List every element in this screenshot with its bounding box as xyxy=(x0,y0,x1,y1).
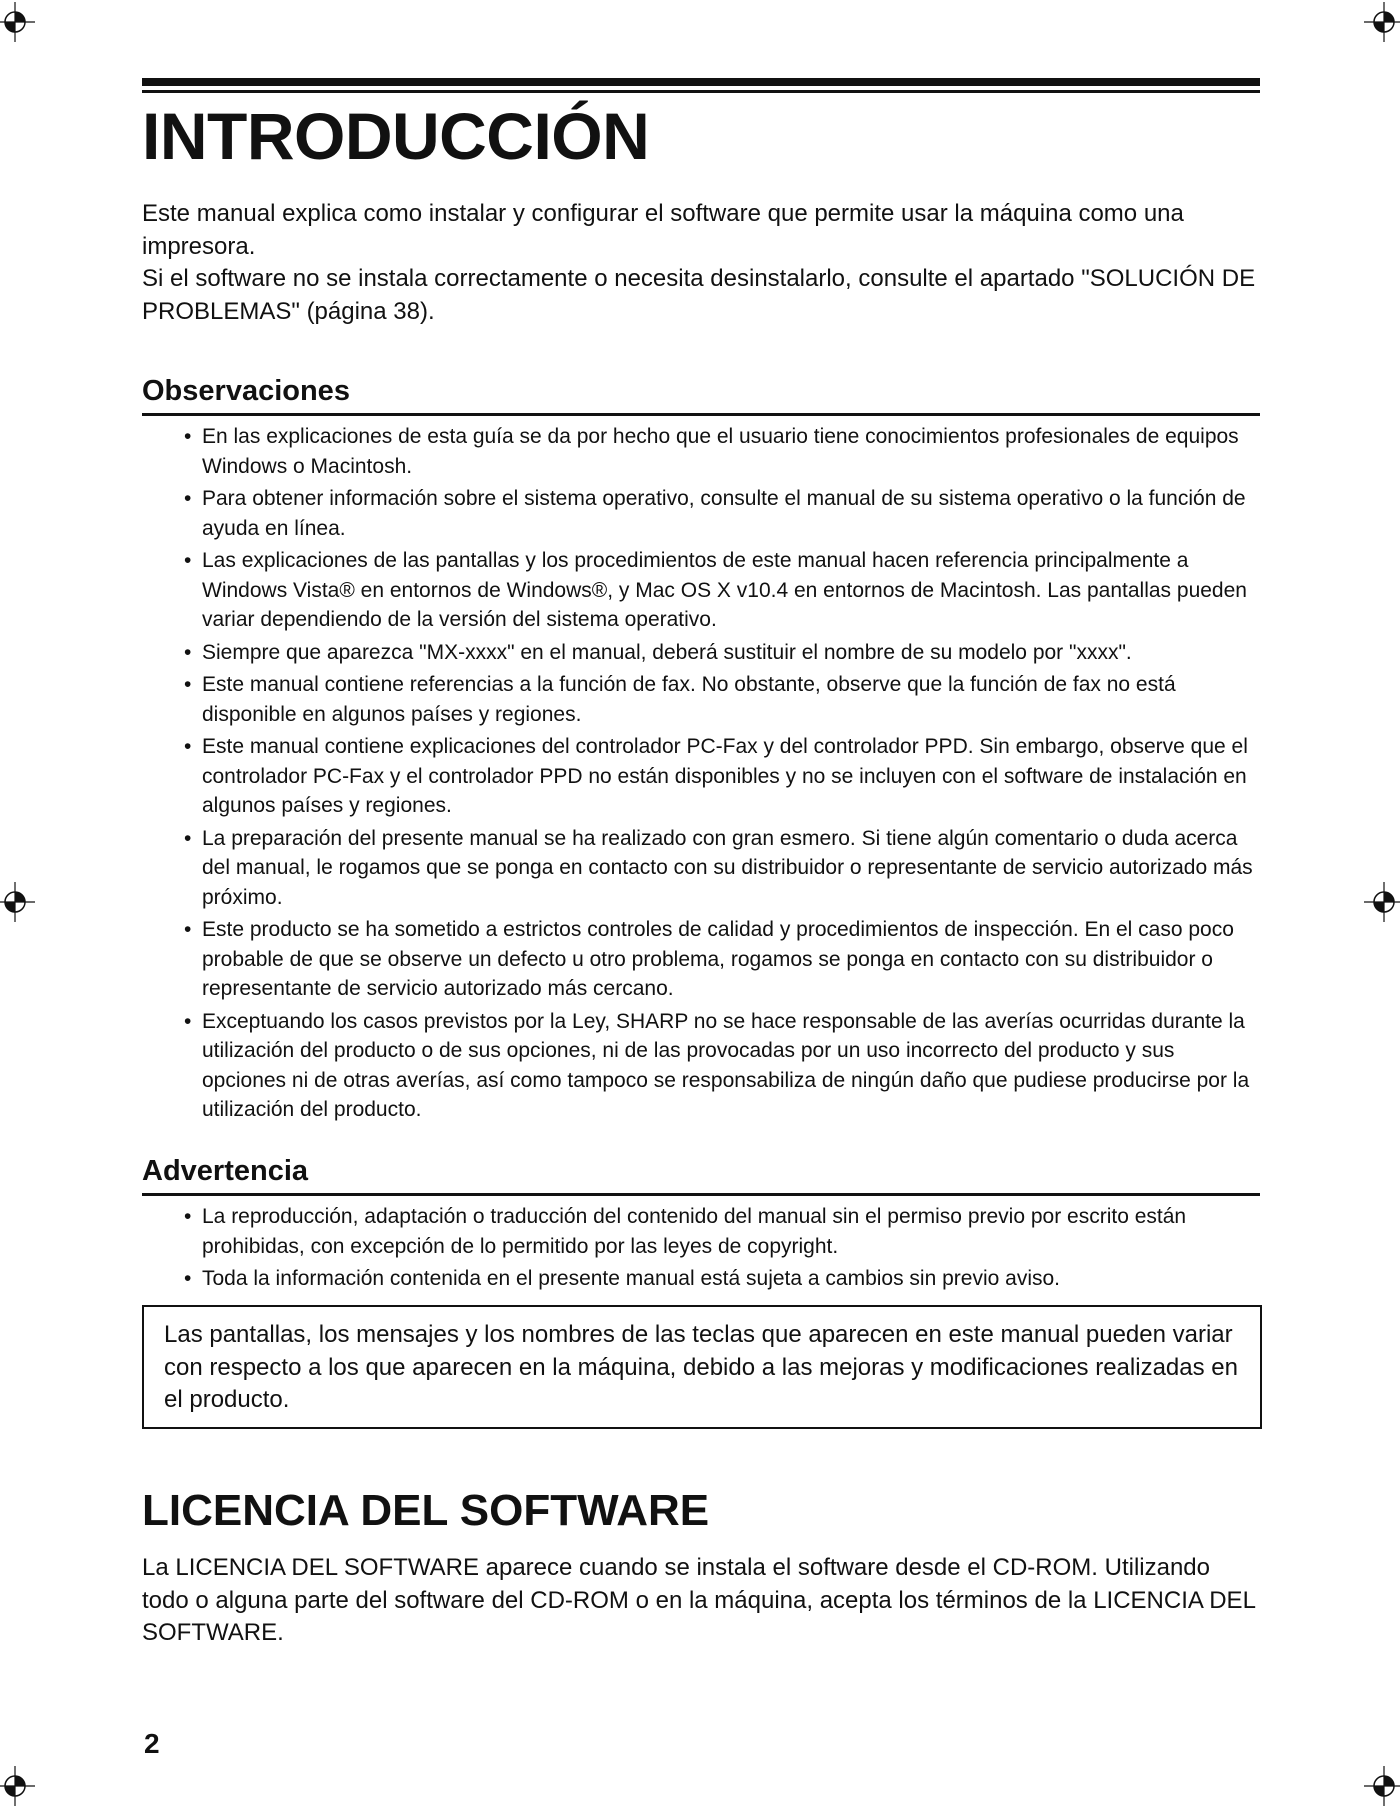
observaciones-list xyxy=(142,422,1260,1125)
intro-paragraph: Si el software no se instala correctamente o necesita desinstalarlo, consulte el apartado "SOLUCIÓN DE PROBLEMAS" (página 38). xyxy=(142,265,1256,325)
note-box: Las pantallas, los mensajes y los nombres de las teclas que aparecen en este manual pueden variar con respecto a los que aparecen en la máquina, debido a las mejoras y modificaciones realizadas en el producto. xyxy=(142,1305,1262,1429)
bullet: • xyxy=(184,826,192,850)
bullet: • xyxy=(184,487,192,510)
list-item: • Este manual contiene referencias a la función de fax. No obstante, observe que la función de fax no está disponible en algunos países y regiones. xyxy=(184,670,1260,729)
advertencia-list xyxy=(142,1202,1260,1294)
registration-mark-icon xyxy=(0,1766,35,1806)
list-item: • Para obtener información sobre el sistema operativo, consulte el manual de su sistema operativo o la función de ayuda en línea. xyxy=(184,484,1260,543)
list-item: • La reproducción, adaptación o traducción del contenido del manual sin el permiso previo por escrito están prohibidas, con excepción de lo permitido por las leyes de copyright. xyxy=(184,1202,1260,1261)
list-item: • Toda la información contenida en el presente manual está sujeta a cambios sin previo aviso. xyxy=(184,1264,1260,1294)
section-heading: Observaciones xyxy=(142,373,1260,416)
registration-mark-icon xyxy=(1364,882,1400,922)
list-item: • La preparación del presente manual se ha realizado con gran esmero. Si tiene algún comentario o duda acerca del manual, le rogamos que se ponga en contacto con su distribuidor o representante de servicio autorizado más próximo. xyxy=(184,824,1260,913)
registration-mark-icon xyxy=(0,882,35,922)
bullet: • xyxy=(184,1009,192,1033)
intro-paragraph: Este manual explica como instalar y configurar el software que permite usar la máquina como una impresora. xyxy=(142,200,1184,260)
bullet: • xyxy=(184,1205,192,1228)
registration-mark-icon xyxy=(0,2,35,42)
intro-text xyxy=(142,198,1260,328)
bullet: • xyxy=(184,673,192,696)
observaciones-section xyxy=(142,373,1260,1128)
page-number: 2 xyxy=(144,1728,160,1759)
list-item: • Las explicaciones de las pantallas y los procedimientos de este manual hacen referencia principalmente a Windows Vista® en entornos de Windows®, y Mac OS X v10.4 en entornos de Macintosh. Las pantallas pueden variar dependiendo de la versión del sistema operativo. xyxy=(184,546,1260,635)
bullet: • xyxy=(184,735,192,758)
list-item: • En las explicaciones de esta guía se da por hecho que el usuario tiene conocimientos profesionales de equipos Windows o Macintosh. xyxy=(184,422,1260,481)
registration-mark-icon xyxy=(1364,1766,1400,1806)
list-item: • Este manual contiene explicaciones del controlador PC-Fax y del controlador PPD. Sin embargo, observe que el controlador PC-Fax y el controlador PPD no están disponibles y no se incluyen con el software de instalación en algunos países y regiones. xyxy=(184,732,1260,821)
page-title: INTRODUCCIÓN xyxy=(142,99,650,173)
license-title: LICENCIA DEL SOFTWARE xyxy=(142,1486,710,1535)
bullet: • xyxy=(184,549,192,572)
header-rule xyxy=(142,78,1260,93)
bullet: • xyxy=(184,918,192,941)
list-item: • Este producto se ha sometido a estrictos controles de calidad y procedimientos de inspección. En el caso poco probable de que se observe un defecto u otro problema, rogamos se ponga en contacto con su distribuidor o representante de servicio autorizado más cercano. xyxy=(184,915,1260,1004)
section-heading: Advertencia xyxy=(142,1153,1260,1196)
list-item: • Exceptuando los casos previstos por la Ley, SHARP no se hace responsable de las averías ocurridas durante la utilización del producto o de sus opciones, ni de las provocadas por un uso incorrecto del producto y sus opciones ni de otras averías, así como tampoco se responsabiliza de ningún daño que pudiese producirse por la utilización del producto. xyxy=(184,1007,1260,1125)
list-item: • Siempre que aparezca "MX-xxxx" en el manual, deberá sustituir el nombre de su modelo por "xxxx". xyxy=(184,638,1260,668)
registration-mark-icon xyxy=(1364,2,1400,42)
bullet: • xyxy=(184,640,192,664)
advertencia-section xyxy=(142,1153,1260,1297)
bullet: • xyxy=(184,1267,192,1290)
license-text: La LICENCIA DEL SOFTWARE aparece cuando se instala el software desde el CD-ROM. Utilizando todo o alguna parte del software del CD-ROM o en la máquina, acepta los términos de la LICENCIA DEL SOFTWARE. xyxy=(142,1554,1256,1646)
bullet: • xyxy=(184,425,192,448)
